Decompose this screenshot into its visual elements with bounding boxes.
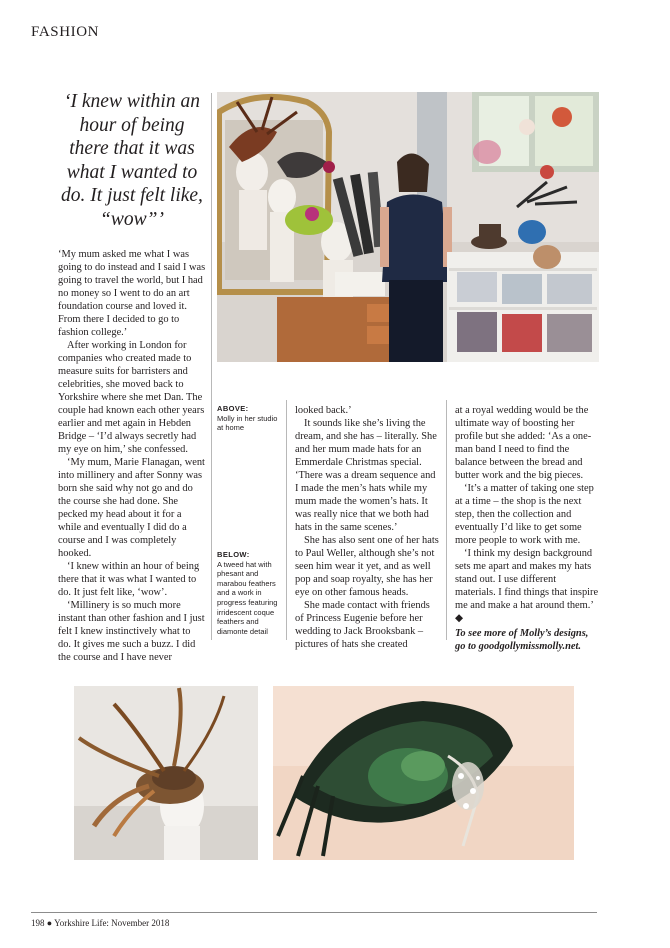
column-divider	[446, 400, 447, 640]
caption-divider	[286, 400, 287, 640]
paragraph: looked back.’	[295, 405, 352, 416]
paragraph: at a royal wedding would be the ultimate way of boosting her profile but she added: ‘As a one-man band I need to find the balance between the bread and butter work and the big pieces.	[455, 405, 592, 481]
article-column-1	[58, 248, 206, 664]
caption-above-text: Molly in her studio at home	[217, 413, 278, 433]
paragraph: ‘My mum asked me what I was going to do instead and I said I was going to travel the world, but I had no money so I went to do an art foundation course and loved it. From there I decided to go to fashion college.’	[58, 249, 206, 338]
paragraph: ‘It’s a matter of taking one step at a time – the shop is the next step, then the collection and eventually I’d like to get some more people to work with me.	[455, 483, 594, 546]
caption-below	[217, 550, 281, 636]
paragraph: She has also sent one of her hats to Paul Weller, although she’s not seen him wear it yet, and as well pop and soap royalty, she has her eye on other famous heads.	[295, 535, 439, 598]
paragraph: She made contact with friends of Princess Eugenie before her wedding to Jack Brooksbank – pictures of hats she created	[295, 600, 430, 650]
studio-photo	[217, 92, 599, 362]
website-callout: To see more of Molly’s designs, go to goodgollymissmolly.net.	[455, 628, 589, 652]
pull-quote: ‘I knew within an hour of being there that it was what I wanted to do. It just felt like, “wow”’	[61, 91, 203, 230]
feather-headpiece-photo	[273, 686, 574, 860]
paragraph: ‘I think my design background sets me apart and makes my hats stand out. I use different materials. I find things that inspire me and make a hat around them.’ ◆	[455, 548, 599, 624]
footer-divider	[31, 912, 597, 913]
paragraph: ‘My mum, Marie Flanagan, went into millinery and after Sonny was born she said why not go and do the course she had done. She pecked my head about it for a while and eventually I did do a course and I was completely hooked.	[58, 457, 205, 559]
caption-above-label: ABOVE:	[217, 404, 249, 413]
caption-above	[217, 404, 281, 433]
column-divider	[211, 93, 212, 640]
paragraph: After working in London for companies who created made to measure suits for barristers and celebrities, she moved back to Yorkshire where she met Dan. The couple had known each other years earlier and met again in Hebden Bridge – ‘I’d always secretly had my eye on him,’ she confessed.	[58, 340, 205, 455]
article-column-3	[455, 404, 599, 653]
tweed-hat-photo	[74, 686, 258, 860]
paragraph: ‘Millinery is so much more instant than other fashion and I just felt I knew instinctively what to do. It gives me such a buzz. I did the course and I have never	[58, 600, 205, 663]
caption-below-text: A tweed hat with phesant and marabou feathers and a work in progress featuring irridescent coque feathers and diamonte detail	[217, 559, 278, 636]
paragraph: It sounds like she’s living the dream, and she has – literally. She and her mum made hats for an Emmerdale Christmas special. ‘There was a dream sequence and I made the men’s hats while my mum made the women’s hats. It was really nice that we both had hats in the same scenes.’	[295, 418, 437, 533]
section-title: FASHION	[31, 24, 100, 40]
paragraph: ‘I knew within an hour of being there that it was what I wanted to do. It just felt like, ‘wow’.	[58, 561, 200, 598]
caption-below-label: BELOW:	[217, 550, 250, 559]
article-column-2	[295, 404, 440, 651]
page-footer: 198 ● Yorkshire Life: November 2018	[31, 918, 170, 928]
